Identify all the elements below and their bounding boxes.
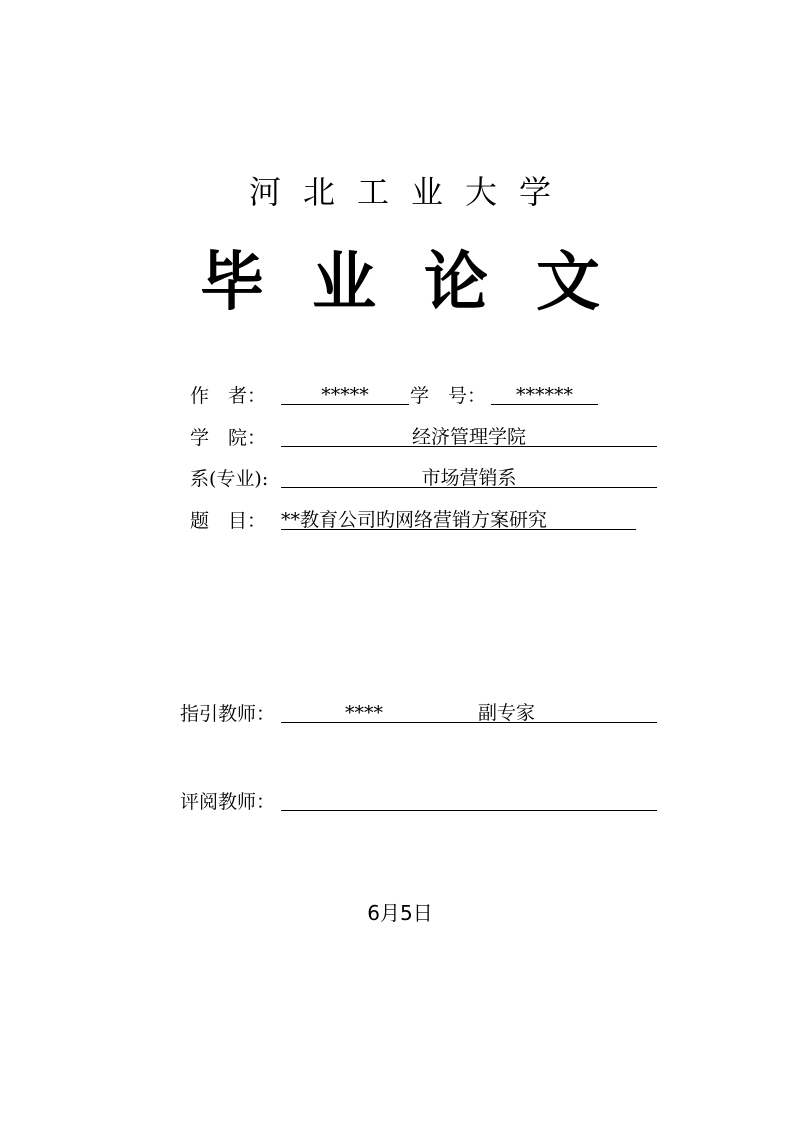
advisor-title: 副专家 <box>478 702 536 724</box>
department-value: 市场营销系 <box>281 467 657 488</box>
advisor-name: **** <box>345 702 383 724</box>
department-label: 系(专业): <box>190 468 269 490</box>
university-name: 河北工业大学 <box>248 173 573 211</box>
thesis-title: 毕业论文 <box>200 245 648 320</box>
author-label: 作 者： <box>190 385 267 407</box>
reviewer-line <box>281 790 657 811</box>
student-id-value: ****** <box>491 384 598 405</box>
advisor-line <box>281 702 657 723</box>
college-value: 经济管理学院 <box>281 426 657 447</box>
college-label: 学 院： <box>190 427 267 449</box>
topic-label: 题 目： <box>190 510 267 532</box>
reviewer-label: 评阅教师： <box>180 791 276 813</box>
advisor-label: 指引教师： <box>180 703 276 725</box>
student-id-label: 学 号： <box>410 385 487 407</box>
author-value: ***** <box>281 384 409 405</box>
submission-date: 6月5日 <box>367 901 433 925</box>
topic-value: **教育公司旳网络营销方案研究 <box>281 509 636 530</box>
